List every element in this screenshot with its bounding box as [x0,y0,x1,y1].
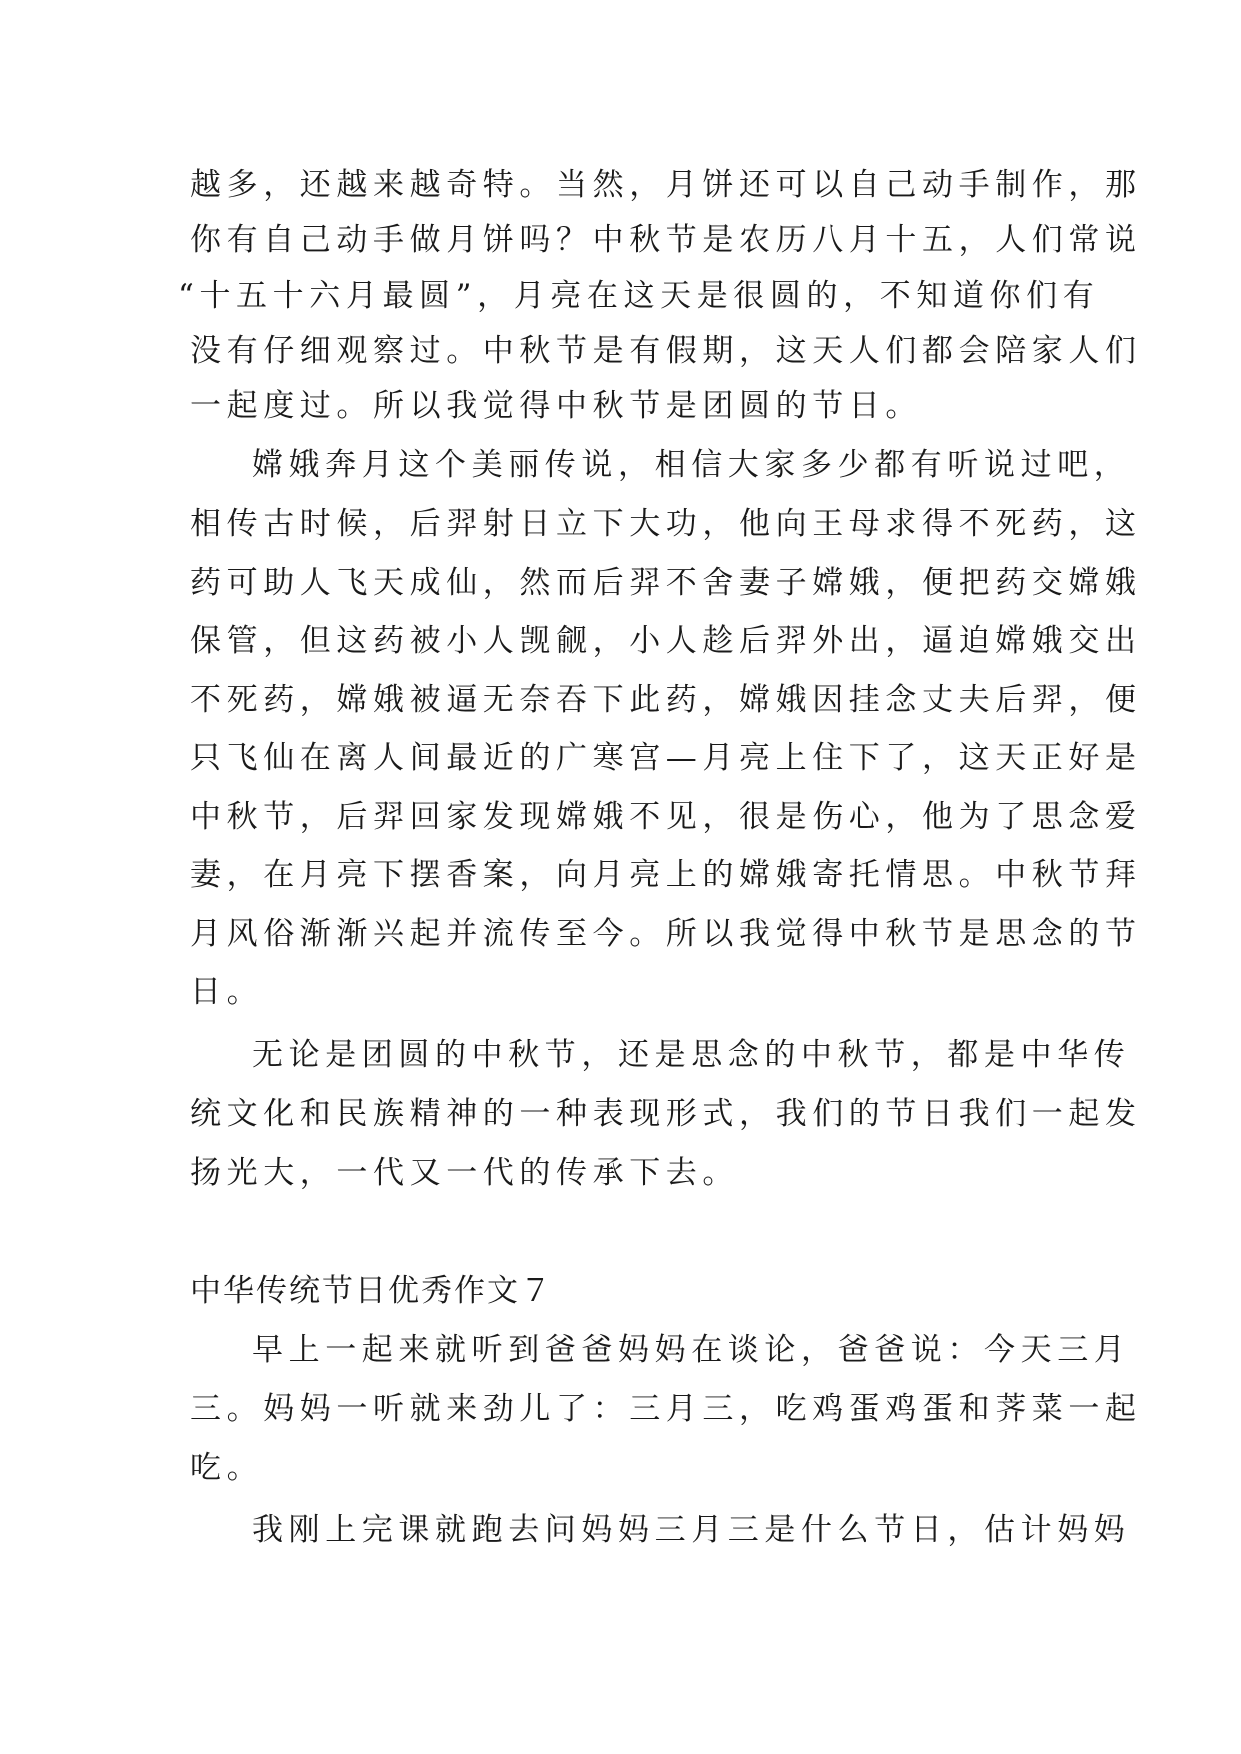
paragraph-first-line: 无论是团圆的中秋节，还是思念的中秋节，都是中华传 [252,1037,1131,1073]
text-line: 不死药，嫦娥被逼无奈吞下此药，嫦娥因挂念丈夫后羿，便 [190,682,1142,718]
text-line: 一起度过。所以我觉得中秋节是团圆的节日。 [190,388,922,424]
text-line: 吃。 [190,1450,264,1486]
text-line: 只飞仙在离人间最近的广寒宫—月亮上住下了，这天正好是 [190,740,1142,776]
paragraph-first-line: 早上一起来就听到爸爸妈妈在谈论，爸爸说：今天三月 [252,1332,1131,1368]
text-line: 统文化和民族精神的一种表现形式，我们的节日我们一起发 [190,1096,1142,1132]
text-line: 日。 [190,974,264,1010]
text-line: 月风俗渐渐兴起并流传至今。所以我觉得中秋节是思念的节 [190,916,1142,952]
text-line: 三。妈妈一听就来劲儿了：三月三，吃鸡蛋鸡蛋和荠菜一起 [190,1391,1142,1427]
text-line: 你有自己动手做月饼吗？中秋节是农历八月十五，人们常说 [190,222,1142,258]
text-line: 相传古时候，后羿射日立下大功，他向王母求得不死药，这 [190,506,1142,542]
paragraph-first-line: 嫦娥奔月这个美丽传说，相信大家多少都有听说过吧， [252,447,1131,483]
text-line: 中秋节，后羿回家发现嫦娥不见，很是伤心，他为了思念爱 [190,799,1142,835]
text-line: “十五十六月最圆”，月亮在这天是很圆的，不知道你们有 [178,278,1100,314]
text-line: 越多，还越来越奇特。当然，月饼还可以自己动手制作，那 [190,167,1142,203]
paragraph-first-line: 我刚上完课就跑去问妈妈三月三是什么节日，估计妈妈 [252,1512,1131,1548]
text-line: 扬光大，一代又一代的传承下去。 [190,1155,739,1191]
text-line: 没有仔细观察过。中秋节是有假期，这天人们都会陪家人们 [190,333,1142,369]
text-line: 妻，在月亮下摆香案，向月亮上的嫦娥寄托情思。中秋节拜 [190,857,1142,893]
section-heading: 中华传统节日优秀作文７ [190,1273,553,1309]
text-line: 保管，但这药被小人觊觎，小人趁后羿外出，逼迫嫦娥交出 [190,623,1142,659]
text-line: 药可助人飞天成仙，然而后羿不舍妻子嫦娥，便把药交嫦娥 [190,565,1142,601]
